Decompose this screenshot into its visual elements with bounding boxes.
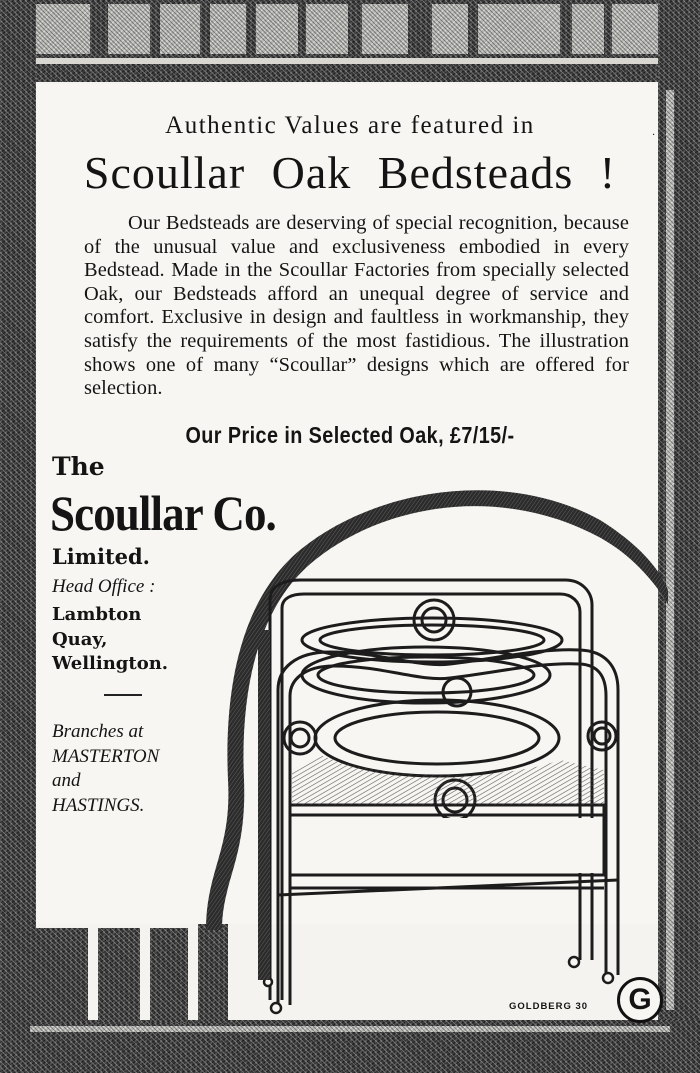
- logo-badge: G: [617, 977, 663, 1023]
- company-limited: Limited.: [52, 544, 150, 569]
- branch-line: HASTINGS.: [52, 794, 145, 816]
- company-article: The: [52, 452, 105, 481]
- branches-label: Branches at: [52, 721, 144, 742]
- headline-title: Scoullar Oak Bedsteads !: [83, 147, 617, 198]
- head-office-label: Head Office :: [52, 576, 156, 597]
- artist-signature: GOLDBERG 30: [509, 1001, 589, 1012]
- address-line: Wellington.: [52, 653, 169, 674]
- print-speck: ·: [652, 130, 656, 141]
- branch-line: MASTERTON: [52, 745, 160, 767]
- divider: [104, 694, 142, 696]
- address-line: Lambton: [52, 604, 142, 625]
- footboard-panel: [292, 818, 602, 873]
- branches-block: [52, 720, 159, 818]
- price-line: Our Price in Selected Oak, £7/15/-: [185, 422, 515, 448]
- address-line: Quay,: [52, 628, 108, 650]
- company-name: Scoullar Co.: [50, 485, 276, 541]
- branch-line: and: [52, 770, 81, 791]
- headline-intro: Authentic Values are featured in: [165, 112, 535, 139]
- body-text: Our Bedsteads are deserving of special recognition, because of the unusual value and exclusiveness embodied in every Bedstead. Made in the Scoullar Factories from specially selected Oak, our Bedsteads afford an unequal degree of service and comfort. Exclusive in design and faultless in workmanship, they satisfy the requirements of the most fastidious. The illustration shows one of many “Scoullar” designs which are offered for selection.: [84, 212, 629, 400]
- head-office-address: [52, 603, 168, 677]
- left-post-shading: [258, 630, 270, 980]
